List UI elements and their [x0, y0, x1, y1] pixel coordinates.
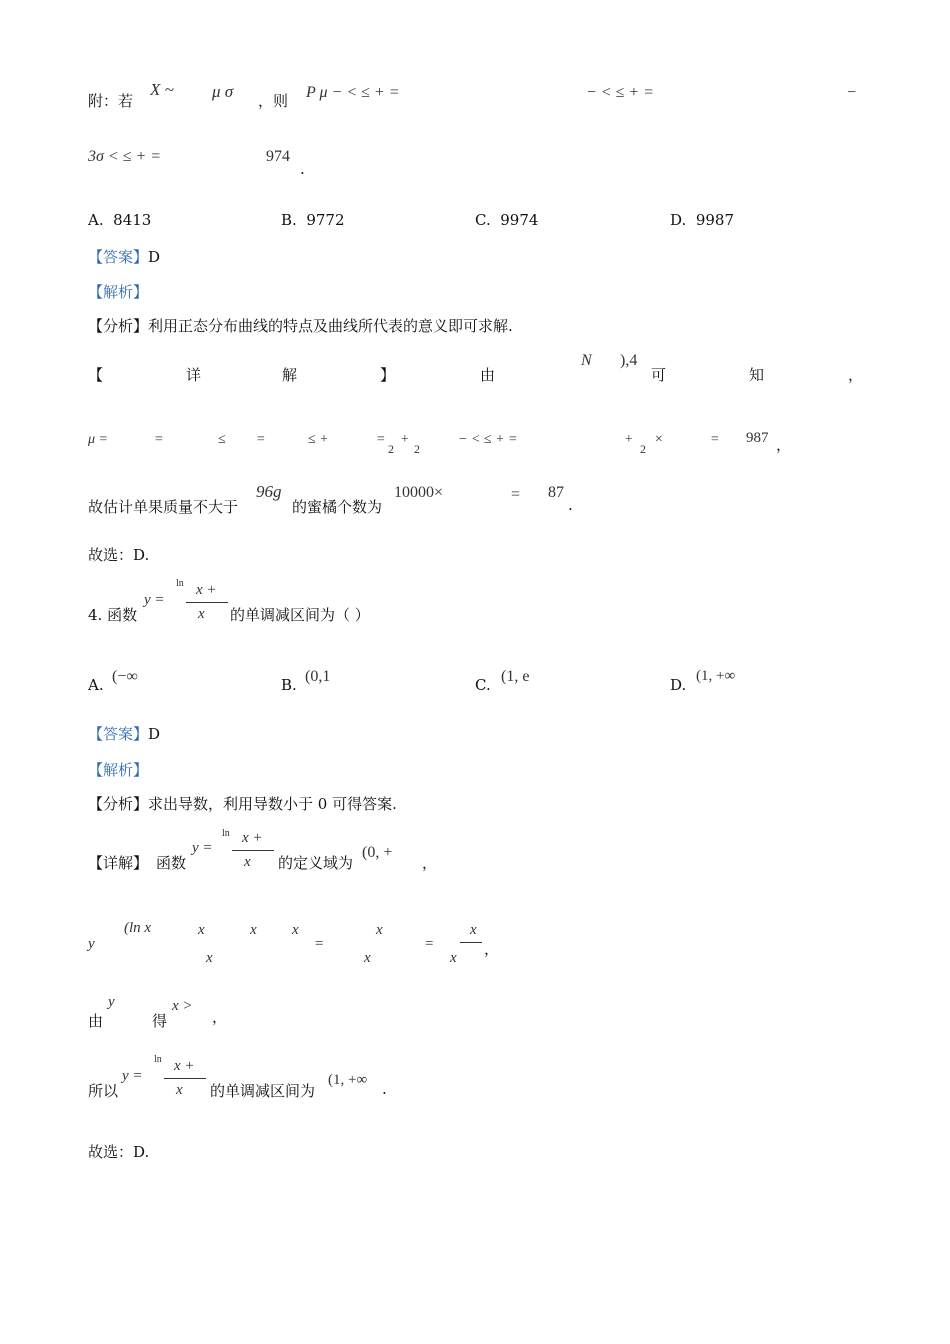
detail-open: 【 — [88, 366, 104, 384]
deriv-x3: x — [292, 922, 299, 938]
calc-plus-2: + — [624, 432, 634, 447]
detail-jie: 解 — [282, 366, 298, 384]
calc-plus: + — [400, 432, 410, 447]
calc-half-3: 2 — [640, 442, 646, 456]
est-eq: = — [511, 486, 521, 503]
cond-y: y — [108, 994, 115, 1010]
q3-note-line2 — [88, 148, 488, 178]
q4-detail-domain-text: 的定义域为 — [278, 854, 354, 872]
q3-note-line1 — [88, 80, 868, 112]
so-num: x + — [174, 1058, 195, 1074]
deriv-num2: x — [376, 922, 383, 938]
deriv-x2: x — [250, 922, 257, 938]
q3-calc-line — [88, 428, 792, 462]
so-interval: (1, +∞ — [328, 1072, 368, 1088]
q3-choose: 故选：D. — [88, 546, 150, 564]
q4-option-b-label[interactable]: B. — [281, 676, 297, 694]
q3-option-b[interactable]: B. 9772 — [281, 211, 345, 229]
calc-eq2: = — [256, 432, 266, 447]
q4-detail-comma: ， — [422, 854, 438, 872]
q4-analysis-tag: 【解析】 — [88, 761, 149, 779]
cond-comma: ， — [212, 1008, 228, 1026]
q4-option-d-value[interactable]: (1, +∞ — [696, 668, 736, 684]
est-87: 87 — [548, 484, 564, 501]
detail-N: N — [581, 352, 592, 369]
q4-fenxi-text: 求出导数，利用导数小于 0 可得答案. — [148, 795, 397, 813]
est-text-2: 的蜜橘个数为 — [292, 498, 383, 516]
fenxi-text: 利用正态分布曲线的特点及曲线所代表的意义即可求解. — [148, 317, 513, 335]
so-text: 所以 — [88, 1082, 119, 1100]
q4-detail-tag: 【详解】 — [88, 854, 149, 872]
cond-you: 由 — [88, 1012, 104, 1030]
detail-you: 由 — [480, 366, 496, 384]
deriv-den3: x — [450, 950, 457, 966]
q4-stem-num: x + — [196, 582, 217, 598]
deriv-fraction-bar — [460, 942, 482, 943]
deriv-x1: x — [198, 922, 205, 938]
note-line2-expr: 3σ < ≤ + = — [88, 148, 162, 165]
calc-half-1: 2 — [388, 442, 394, 456]
deriv-eq2: = — [424, 936, 435, 952]
q4-stem-prefix: 4. 函数 — [88, 606, 138, 624]
q4-detail-text: 函数 — [156, 854, 187, 872]
q4-option-a-value[interactable]: (−∞ — [112, 668, 138, 685]
note-x-dist: X ~ — [150, 80, 174, 99]
so-den: x — [176, 1082, 183, 1098]
est-period: . — [568, 496, 573, 514]
detail-ke: 可 — [651, 366, 667, 384]
note-prefix: 附：若 — [88, 92, 134, 110]
q4-answer-tag: 【答案】 — [88, 725, 149, 743]
q4-stem-suffix: 的单调减区间为（ ） — [230, 606, 370, 624]
calc-times: × — [654, 432, 664, 447]
note-974: 974 — [266, 148, 290, 165]
q3-estimate-line — [88, 482, 688, 518]
q4-fenxi — [88, 793, 397, 814]
q3-answer — [88, 246, 160, 267]
q4-choose: 故选：D. — [88, 1143, 150, 1161]
deriv-den1: x — [206, 950, 213, 966]
est-10000: 10000× — [394, 484, 444, 501]
note-prob-3: − — [846, 84, 857, 101]
note-then: ，则 — [258, 92, 289, 110]
q4-detail-den: x — [244, 854, 251, 870]
q4-answer-value: D — [148, 725, 161, 743]
calc-half-2: 2 — [414, 442, 420, 456]
detail-xiang: 详 — [186, 366, 202, 384]
q4-option-c-value[interactable]: (1, e — [501, 668, 530, 685]
q3-fenxi — [88, 315, 513, 336]
est-96g: 96g — [256, 482, 282, 501]
calc-eq4: = — [710, 432, 720, 447]
so-fraction-bar — [164, 1078, 206, 1079]
calc-rest: − < ≤ + = — [458, 432, 518, 447]
deriv-eq1: = — [314, 936, 325, 952]
q4-detail-domain: (0, + — [362, 844, 393, 861]
calc-le1: ≤ — [218, 432, 226, 447]
deriv-ln: (ln x — [124, 920, 152, 936]
so-text-2: 的单调减区间为 — [210, 1082, 316, 1100]
q4-derivative-line — [88, 918, 508, 970]
note-params: μ σ — [212, 82, 234, 101]
q4-detail-num: x + — [242, 830, 263, 846]
answer-tag: 【答案】 — [88, 248, 149, 266]
q3-option-c[interactable]: C. 9974 — [475, 211, 539, 229]
calc-987: 987 — [746, 430, 769, 446]
detail-zhi: 知 — [749, 366, 765, 384]
so-period: . — [382, 1080, 387, 1098]
answer-value: D — [148, 248, 161, 266]
q4-detail-ln: ln — [222, 828, 230, 839]
q3-analysis-tag: 【解析】 — [88, 283, 149, 301]
cond-x: x > — [172, 998, 193, 1014]
q3-option-a[interactable]: A. 8413 — [88, 211, 152, 229]
q4-stem — [88, 578, 488, 626]
detail-params: ),4 — [620, 352, 638, 369]
q3-detail-line — [88, 352, 864, 388]
q3-options — [88, 211, 868, 233]
note-prob-1: P μ − < ≤ + = — [306, 84, 400, 101]
cond-de: 得 — [152, 1012, 168, 1030]
so-y: y = — [122, 1068, 143, 1084]
q4-stem-y: y = — [144, 592, 165, 608]
q4-fenxi-tag: 【分析】 — [88, 795, 149, 813]
deriv-y: y — [88, 936, 95, 952]
q4-option-a-label[interactable]: A. — [88, 676, 104, 694]
q4-condition-line — [88, 994, 288, 1028]
deriv-num3: x — [470, 922, 477, 938]
q4-option-b-value[interactable]: (0,1 — [305, 668, 331, 685]
q4-detail-fraction-bar — [232, 850, 274, 851]
calc-eq1: = — [154, 432, 164, 447]
deriv-comma: ， — [484, 940, 500, 958]
q4-option-c-label[interactable]: C. — [475, 676, 491, 694]
calc-comma: ， — [776, 436, 792, 454]
q4-stem-fraction-bar — [186, 602, 228, 603]
deriv-den2: x — [364, 950, 371, 966]
q4-options — [88, 668, 868, 696]
q3-option-d[interactable]: D. 9987 — [670, 211, 734, 229]
calc-le2: ≤ + — [308, 432, 329, 447]
q4-stem-ln: ln — [176, 578, 184, 589]
calc-mu: μ = — [88, 432, 108, 447]
detail-close: 】 — [380, 366, 396, 384]
calc-eq3: = — [376, 432, 386, 447]
q4-conclusion-line — [88, 1054, 488, 1102]
so-ln: ln — [154, 1054, 162, 1065]
note-prob-2: − < ≤ + = — [586, 84, 654, 101]
note-period: . — [300, 160, 305, 178]
est-text-1: 故估计单果质量不大于 — [88, 498, 239, 516]
detail-comma: ， — [848, 366, 864, 384]
q4-detail-y: y = — [192, 840, 213, 856]
q4-option-d-label[interactable]: D. — [670, 676, 687, 694]
fenxi-tag: 【分析】 — [88, 317, 149, 335]
q4-stem-den: x — [198, 606, 205, 622]
q4-detail-line — [88, 828, 508, 876]
q4-answer — [88, 723, 160, 744]
